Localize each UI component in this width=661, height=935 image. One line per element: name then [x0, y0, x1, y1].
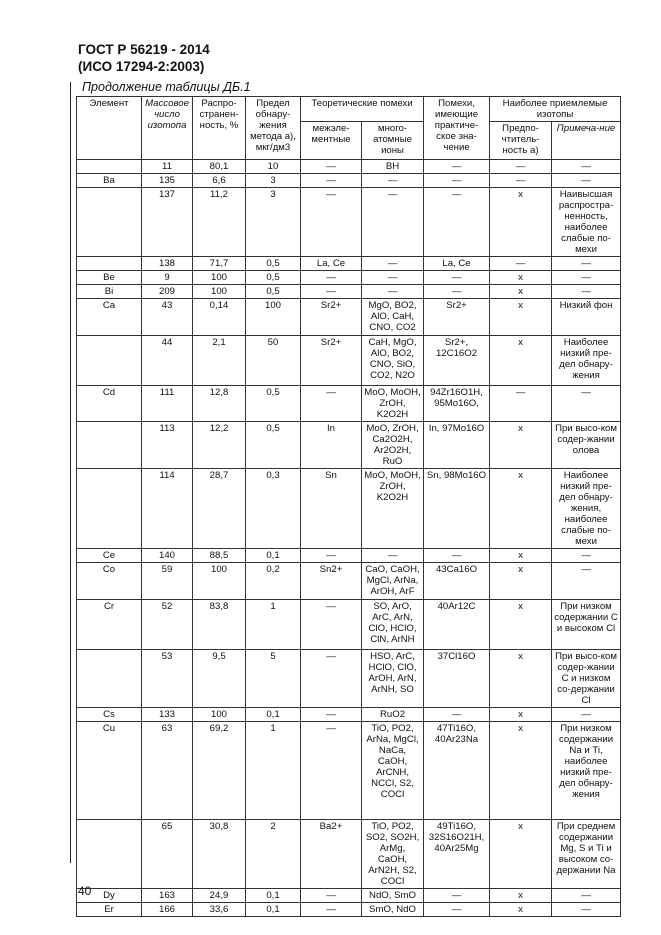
cell-element	[77, 422, 142, 469]
col-abundance: Распро-странен-ность, %	[193, 97, 246, 160]
cell-remark: Наивысшая распростра-ненность, наиболее слабые по-мехи	[552, 188, 621, 257]
cell-practical: —	[424, 188, 490, 257]
cell-mass: 114	[142, 469, 193, 549]
col-detection-limit: Предел обнару-жения метода а), мкг/дм3	[246, 97, 301, 160]
cell-remark: При низком содержании С и высоком Cl	[552, 600, 621, 650]
cell-practical: —	[424, 708, 490, 722]
cell-polyatomic: NdO, SmO	[362, 889, 424, 903]
cell-practical: —	[424, 889, 490, 903]
cell-remark: При высо-ком содер-жании С и низком со-держании Cl	[552, 650, 621, 708]
cell-polyatomic: TiO, PO2, SO2, SO2H, ArMg, CaOH, ArN2H, S2, COCl	[362, 820, 424, 889]
table-row	[77, 600, 621, 650]
cell-mass: 53	[142, 650, 193, 708]
cell-element	[77, 160, 142, 174]
cell-abundance: 9,5	[193, 650, 246, 708]
cell-preference: x	[490, 285, 552, 299]
cell-element: Ce	[77, 549, 142, 563]
cell-mass: 63	[142, 722, 193, 820]
col-preference: Предпо-чтитель-ность а)	[490, 122, 552, 160]
cell-element: Be	[77, 271, 142, 285]
cell-practical: Sn, 98Mo16O	[424, 469, 490, 549]
table-row	[77, 469, 621, 549]
cell-practical: La, Ce	[424, 257, 490, 271]
cell-remark: —	[552, 903, 621, 917]
cell-interelement: —	[301, 285, 362, 299]
table-row	[77, 257, 621, 271]
cell-abundance: 2,1	[193, 336, 246, 386]
table-row	[77, 889, 621, 903]
table-row	[77, 160, 621, 174]
cell-mass: 59	[142, 563, 193, 600]
cell-practical: Sr2+	[424, 299, 490, 336]
cell-mass: 111	[142, 386, 193, 422]
cell-polyatomic: HSO, ArC, HClO, ClO, ArOH, ArN, ArNH, SO	[362, 650, 424, 708]
table-row	[77, 336, 621, 386]
cell-preference: —	[490, 174, 552, 188]
cell-abundance: 100	[193, 563, 246, 600]
cell-polyatomic: —	[362, 271, 424, 285]
cell-interelement: —	[301, 174, 362, 188]
cell-remark: Наиболее низкий пре-дел обнару-жения, наиболее слабые по-мехи	[552, 469, 621, 549]
cell-interelement: La, Ce	[301, 257, 362, 271]
cell-interelement: Ba2+	[301, 820, 362, 889]
cell-mass: 138	[142, 257, 193, 271]
cell-practical: 49Ti16O, 32S16O21H, 40Ar25Mg	[424, 820, 490, 889]
cell-polyatomic: TiO, PO2, ArNa, MgCl, NaCa, CaOH, ArCNH, NCCl, S2, COCl	[362, 722, 424, 820]
cell-polyatomic: —	[362, 174, 424, 188]
cell-limit: 0,2	[246, 563, 301, 600]
cell-interelement: —	[301, 722, 362, 820]
cell-preference: x	[490, 903, 552, 917]
standard-number: ГОСТ Р 56219 - 2014	[78, 42, 210, 57]
col-polyatomic: много-атомные ионы	[362, 122, 424, 160]
cell-limit: 3	[246, 188, 301, 257]
cell-abundance: 11,2	[193, 188, 246, 257]
cell-polyatomic: MoO, MoOH, ZrOH, K2O2H	[362, 386, 424, 422]
cell-remark: —	[552, 708, 621, 722]
cell-practical: —	[424, 903, 490, 917]
cell-mass: 135	[142, 174, 193, 188]
cell-polyatomic: SmO, NdO	[362, 903, 424, 917]
cell-element	[77, 650, 142, 708]
cell-element: Bi	[77, 285, 142, 299]
cell-abundance: 30,8	[193, 820, 246, 889]
cell-remark: При высо-ком содер-жании олова	[552, 422, 621, 469]
col-interelement: межэле-ментные	[301, 122, 362, 160]
cell-preference: x	[490, 271, 552, 285]
cell-element	[77, 336, 142, 386]
cell-interelement: —	[301, 271, 362, 285]
cell-element	[77, 820, 142, 889]
col-mass-number: Массовое число изотопа	[142, 97, 193, 160]
cell-limit: 0,1	[246, 549, 301, 563]
cell-preference: x	[490, 563, 552, 600]
col-preferred-isotopes: Наиболее приемлемые изотопы	[490, 97, 621, 122]
cell-mass: 65	[142, 820, 193, 889]
cell-abundance: 12,8	[193, 386, 246, 422]
cell-preference: —	[490, 160, 552, 174]
cell-mass: 137	[142, 188, 193, 257]
table-row	[77, 708, 621, 722]
cell-abundance: 100	[193, 708, 246, 722]
cell-limit: 10	[246, 160, 301, 174]
cell-abundance: 88,5	[193, 549, 246, 563]
table-row	[77, 650, 621, 708]
table-body	[77, 160, 621, 917]
cell-abundance: 71,7	[193, 257, 246, 271]
cell-abundance: 0,14	[193, 299, 246, 336]
cell-polyatomic: CaH, MgO, AlO, BO2, CNO, SiO, CO2, N2O	[362, 336, 424, 386]
cell-mass: 140	[142, 549, 193, 563]
cell-polyatomic: MoO, MoOH, ZrOH, K2O2H	[362, 469, 424, 549]
cell-remark: —	[552, 160, 621, 174]
document-header	[78, 41, 210, 75]
cell-remark: —	[552, 386, 621, 422]
cell-preference: x	[490, 889, 552, 903]
cell-practical: —	[424, 549, 490, 563]
cell-element	[77, 188, 142, 257]
cell-preference: x	[490, 549, 552, 563]
table-row	[77, 422, 621, 469]
cell-element	[77, 257, 142, 271]
cell-interelement: —	[301, 549, 362, 563]
cell-interelement: Sr2+	[301, 299, 362, 336]
cell-interelement: —	[301, 889, 362, 903]
cell-polyatomic: SO, ArO, ArC, ArN, ClO, HClO, ClN, ArNH	[362, 600, 424, 650]
table-continuation-title: Продолжение таблицы ДБ.1	[82, 80, 251, 94]
cell-remark: —	[552, 174, 621, 188]
cell-element: Cd	[77, 386, 142, 422]
cell-limit: 5	[246, 650, 301, 708]
cell-preference: —	[490, 257, 552, 271]
cell-polyatomic: MoO, ZrOH, Ca2O2H, Ar2O2H, RuO	[362, 422, 424, 469]
col-practical-interferences: Помехи, имеющие практиче-ское зна-чение	[424, 97, 490, 160]
cell-limit: 0,5	[246, 257, 301, 271]
cell-remark: —	[552, 271, 621, 285]
cell-polyatomic: —	[362, 285, 424, 299]
cell-polyatomic: RuO2	[362, 708, 424, 722]
cell-mass: 9	[142, 271, 193, 285]
cell-mass: 166	[142, 903, 193, 917]
cell-remark: —	[552, 889, 621, 903]
table-row	[77, 285, 621, 299]
cell-remark: —	[552, 563, 621, 600]
cell-element: Er	[77, 903, 142, 917]
table-row	[77, 820, 621, 889]
cell-polyatomic: —	[362, 549, 424, 563]
cell-practical: 37Cl16O	[424, 650, 490, 708]
cell-polyatomic: —	[362, 188, 424, 257]
cell-limit: 2	[246, 820, 301, 889]
cell-mass: 44	[142, 336, 193, 386]
page-number: 40	[78, 884, 92, 898]
cell-practical: —	[424, 174, 490, 188]
table-row	[77, 386, 621, 422]
cell-abundance: 6,6	[193, 174, 246, 188]
cell-mass: 52	[142, 600, 193, 650]
cell-preference: x	[490, 820, 552, 889]
cell-abundance: 12,2	[193, 422, 246, 469]
cell-mass: 113	[142, 422, 193, 469]
cell-abundance: 100	[193, 271, 246, 285]
cell-limit: 50	[246, 336, 301, 386]
cell-limit: 3	[246, 174, 301, 188]
cell-remark: —	[552, 257, 621, 271]
cell-remark: При низком содержании Na и Ti, наиболее низкий пре-дел обнару-жения	[552, 722, 621, 820]
cell-mass: 209	[142, 285, 193, 299]
cell-limit: 0,1	[246, 903, 301, 917]
cell-remark: При среднем содержании Mg, S и Ti и высоком со-держании Na	[552, 820, 621, 889]
isotope-table	[76, 96, 621, 917]
cell-limit: 0,5	[246, 386, 301, 422]
iso-reference: (ИСО 17294-2:2003)	[78, 59, 205, 74]
cell-limit: 0,5	[246, 285, 301, 299]
cell-interelement: —	[301, 160, 362, 174]
cell-practical: 47Ti16O, 40Ar23Na	[424, 722, 490, 820]
cell-interelement: Sr2+	[301, 336, 362, 386]
col-remark: Примеча-ние	[552, 122, 621, 160]
cell-element: Cs	[77, 708, 142, 722]
cell-preference: x	[490, 722, 552, 820]
cell-element: Cr	[77, 600, 142, 650]
cell-preference: x	[490, 469, 552, 549]
cell-interelement: —	[301, 188, 362, 257]
table-header	[77, 97, 621, 160]
col-element: Элемент	[77, 97, 142, 160]
cell-remark: Наиболее низкий пре-дел обнару-жения	[552, 336, 621, 386]
cell-polyatomic: MgO, BO2, AlO, CaH, CNO, CO2	[362, 299, 424, 336]
cell-interelement: —	[301, 708, 362, 722]
cell-abundance: 83,8	[193, 600, 246, 650]
cell-preference: x	[490, 188, 552, 257]
col-theoretical-interferences: Теоретические помехи	[301, 97, 424, 122]
cell-polyatomic: BH	[362, 160, 424, 174]
cell-interelement: —	[301, 650, 362, 708]
table-row	[77, 271, 621, 285]
cell-element: Ca	[77, 299, 142, 336]
cell-interelement: Sn2+	[301, 563, 362, 600]
cell-practical: In, 97Mo16O	[424, 422, 490, 469]
cell-interelement: —	[301, 600, 362, 650]
cell-preference: x	[490, 336, 552, 386]
cell-preference: x	[490, 422, 552, 469]
table-row	[77, 563, 621, 600]
cell-practical: 43Ca16O	[424, 563, 490, 600]
cell-abundance: 80,1	[193, 160, 246, 174]
cell-practical: 94Zr16O1H, 95Mo16O,	[424, 386, 490, 422]
cell-preference: x	[490, 600, 552, 650]
table-row	[77, 903, 621, 917]
table-row	[77, 174, 621, 188]
cell-element: Dy	[77, 889, 142, 903]
cell-limit: 100	[246, 299, 301, 336]
cell-mass: 133	[142, 708, 193, 722]
margin-rule	[70, 82, 71, 863]
cell-element: Cu	[77, 722, 142, 820]
cell-element: Co	[77, 563, 142, 600]
cell-limit: 0,3	[246, 469, 301, 549]
cell-preference: x	[490, 708, 552, 722]
cell-element: Ba	[77, 174, 142, 188]
table-row	[77, 188, 621, 257]
cell-limit: 0,1	[246, 708, 301, 722]
cell-practical: —	[424, 285, 490, 299]
cell-limit: 1	[246, 600, 301, 650]
cell-interelement: Sn	[301, 469, 362, 549]
cell-remark: —	[552, 549, 621, 563]
cell-practical: Sr2+, 12C16O2	[424, 336, 490, 386]
cell-limit: 1	[246, 722, 301, 820]
cell-remark: Низкий фон	[552, 299, 621, 336]
cell-mass: 11	[142, 160, 193, 174]
cell-mass: 163	[142, 889, 193, 903]
cell-practical: —	[424, 160, 490, 174]
cell-element	[77, 469, 142, 549]
cell-preference: —	[490, 386, 552, 422]
cell-remark: —	[552, 285, 621, 299]
cell-preference: x	[490, 650, 552, 708]
cell-abundance: 28,7	[193, 469, 246, 549]
cell-mass: 43	[142, 299, 193, 336]
table-row	[77, 299, 621, 336]
cell-polyatomic: CaO, CaOH, MgCl, ArNa, ArOH, ArF	[362, 563, 424, 600]
cell-preference: x	[490, 299, 552, 336]
cell-abundance: 100	[193, 285, 246, 299]
cell-practical: 40Ar12C	[424, 600, 490, 650]
table-row	[77, 722, 621, 820]
cell-practical: —	[424, 271, 490, 285]
cell-interelement: —	[301, 903, 362, 917]
cell-limit: 0,5	[246, 271, 301, 285]
cell-abundance: 33,6	[193, 903, 246, 917]
cell-limit: 0,5	[246, 422, 301, 469]
cell-interelement: —	[301, 386, 362, 422]
cell-abundance: 69,2	[193, 722, 246, 820]
cell-abundance: 24,9	[193, 889, 246, 903]
cell-polyatomic: —	[362, 257, 424, 271]
table-row	[77, 549, 621, 563]
cell-interelement: In	[301, 422, 362, 469]
cell-limit: 0,1	[246, 889, 301, 903]
